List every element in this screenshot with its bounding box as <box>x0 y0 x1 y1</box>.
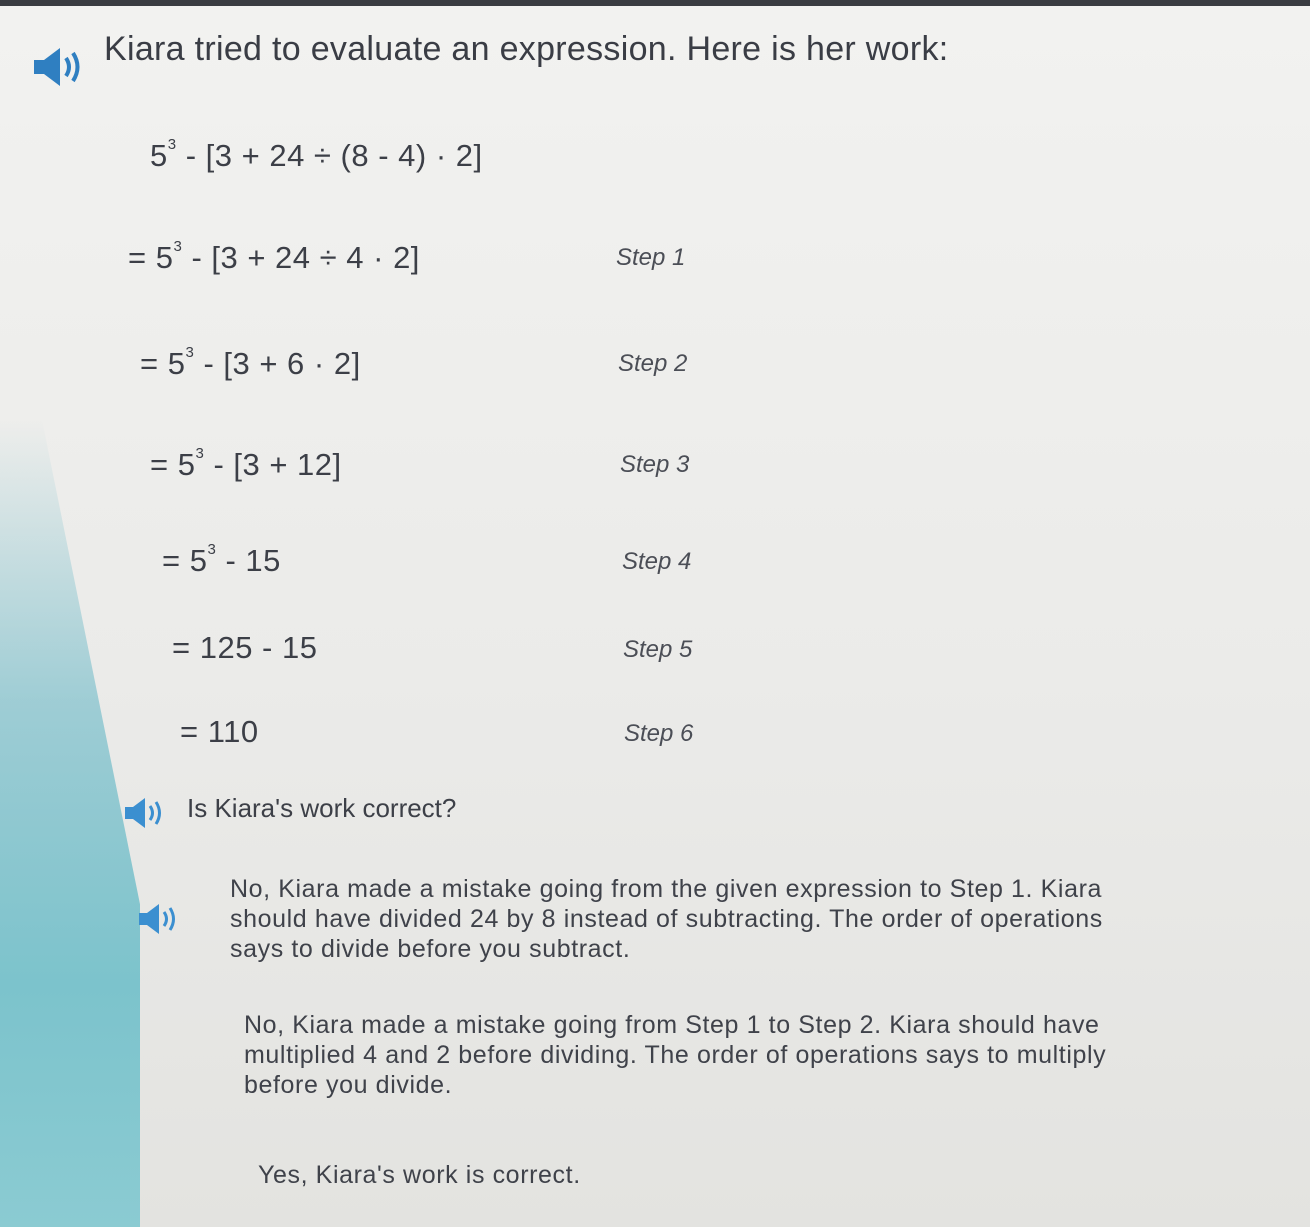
choice-a-speaker-icon[interactable] <box>136 902 182 936</box>
step-1-base: = 5 <box>128 240 174 275</box>
step-3-base: = 5 <box>150 447 196 482</box>
step-1-exponent: 3 <box>173 237 183 255</box>
expression-base: 5 <box>150 138 168 173</box>
step-6-label: Step 6 <box>624 720 694 747</box>
step-3-rest: - [3 + 12] <box>213 447 342 482</box>
step-3-label: Step 3 <box>620 451 690 478</box>
step-2-label: Step 2 <box>618 350 688 377</box>
expression-exponent: 3 <box>167 135 177 153</box>
page-title: Kiara tried to evaluate an expression. Here is her work: <box>104 30 949 68</box>
step-4-rest: - 15 <box>225 543 281 578</box>
step-3-expression <box>150 444 342 483</box>
top-bar <box>0 0 1310 6</box>
step-4-exponent: 3 <box>207 540 217 558</box>
given-expression <box>150 135 483 174</box>
answer-choice-c[interactable] <box>258 1160 581 1190</box>
speaker-icon[interactable] <box>30 44 86 90</box>
question-speaker-icon[interactable] <box>122 796 168 830</box>
step-1-expression <box>128 237 420 276</box>
choice-b-line-1: No, Kiara made a mistake going from Step 1 to Step 2. Kiara should have <box>244 1011 1100 1039</box>
choice-a-line-2: should have divided 24 by 8 instead of subtracting. The order of operations <box>230 905 1103 933</box>
step-6-expression: = 110 <box>180 714 259 749</box>
step-5-expression: = 125 - 15 <box>172 630 318 665</box>
choice-b-line-2: multiplied 4 and 2 before dividing. The order of operations says to multiply <box>244 1041 1107 1069</box>
step-2-base: = 5 <box>140 346 186 381</box>
step-5-label: Step 5 <box>623 636 693 663</box>
choice-c-line-1: Yes, Kiara's work is correct. <box>258 1161 581 1189</box>
step-3-exponent: 3 <box>195 444 205 462</box>
expression-body: - [3 + 24 ÷ (8 - 4) · 2] <box>185 138 483 173</box>
step-1-rest: - [3 + 24 ÷ 4 · 2] <box>191 240 420 275</box>
side-accent <box>0 420 140 1227</box>
step-4-label: Step 4 <box>622 548 692 575</box>
step-2-rest: - [3 + 6 · 2] <box>203 346 361 381</box>
step-4-base: = 5 <box>162 543 208 578</box>
step-1-label: Step 1 <box>616 244 686 271</box>
question-text: Is Kiara's work correct? <box>187 793 457 823</box>
step-4-expression <box>162 540 281 579</box>
choice-a-line-1: No, Kiara made a mistake going from the given expression to Step 1. Kiara <box>230 875 1103 903</box>
step-2-expression <box>140 343 361 382</box>
answer-choice-a[interactable] <box>230 874 1103 964</box>
answer-choice-b[interactable] <box>244 1010 1106 1100</box>
step-2-exponent: 3 <box>185 343 195 361</box>
choice-b-line-3: before you divide. <box>244 1071 453 1099</box>
choice-a-line-3: says to divide before you subtract. <box>230 935 631 963</box>
